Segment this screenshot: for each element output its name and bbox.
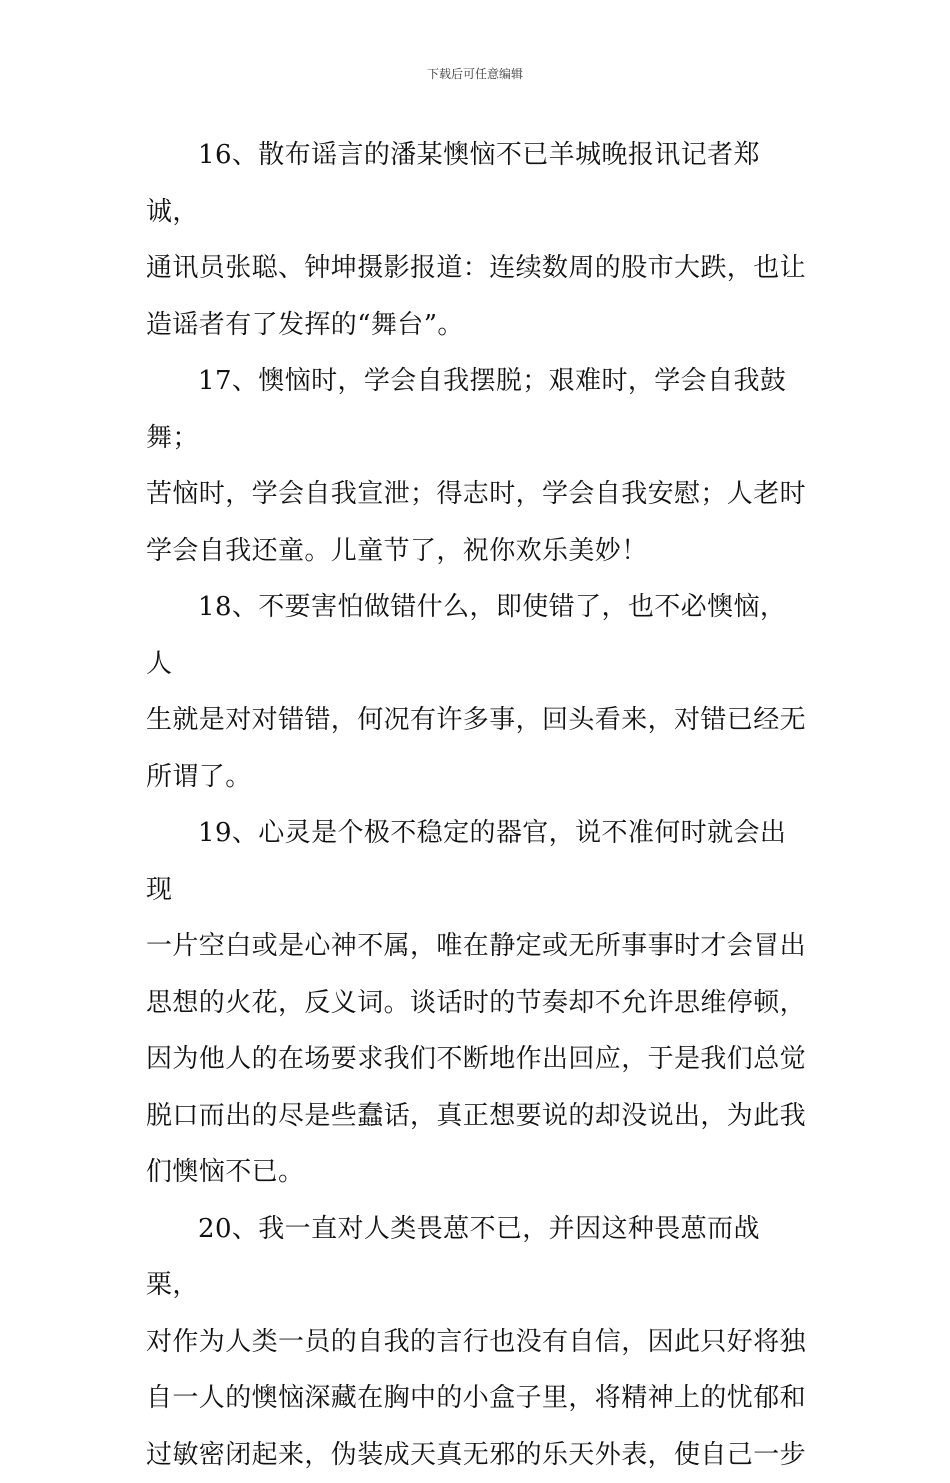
- document-body: [146, 127, 810, 1483]
- paragraph-17: 17、懊恼时，学会自我摆脱；艰难时，学会自我鼓舞； 苦恼时，学会自我宣泄；得志时，学会自我安慰；人老时 学会自我还童。儿童节了，祝你欢乐美妙！: [146, 353, 810, 579]
- paragraph-16: 16、散布谣言的潘某懊恼不已羊城晚报讯记者郑诚， 通讯员张聪、钟坤摄影报道：连续数周的股市大跌，也让 造谣者有了发挥的“舞台”。: [146, 127, 810, 353]
- page-header: 下载后可任意编辑: [0, 66, 950, 82]
- paragraph-19: 19、心灵是个极不稳定的器官，说不准何时就会出现 一片空白或是心神不属，唯在静定或无所事事时才会冒出 思想的火花，反义词。谈话时的节奏却不允许思维停顿， 因为他人的在场要求我们不断地作出回应，于是我们总觉 脱口而出的尽是些蠢话，真正想要说的却没说出，为此我 们懊恼不已。: [146, 805, 810, 1201]
- paragraph-18: 18、不要害怕做错什么，即使错了，也不必懊恼，人 生就是对对错错，何况有许多事，回头看来，对错已经无 所谓了。: [146, 579, 810, 805]
- paragraph-20: 20、我一直对人类畏葸不已，并因这种畏葸而战栗， 对作为人类一员的自我的言行也没有自信，因此只好将独 自一人的懊恼深藏在胸中的小盒子里，将精神上的忧郁和 过敏密闭起来，伪装成天真无邪的乐天外表，使自己一步: [146, 1201, 810, 1483]
